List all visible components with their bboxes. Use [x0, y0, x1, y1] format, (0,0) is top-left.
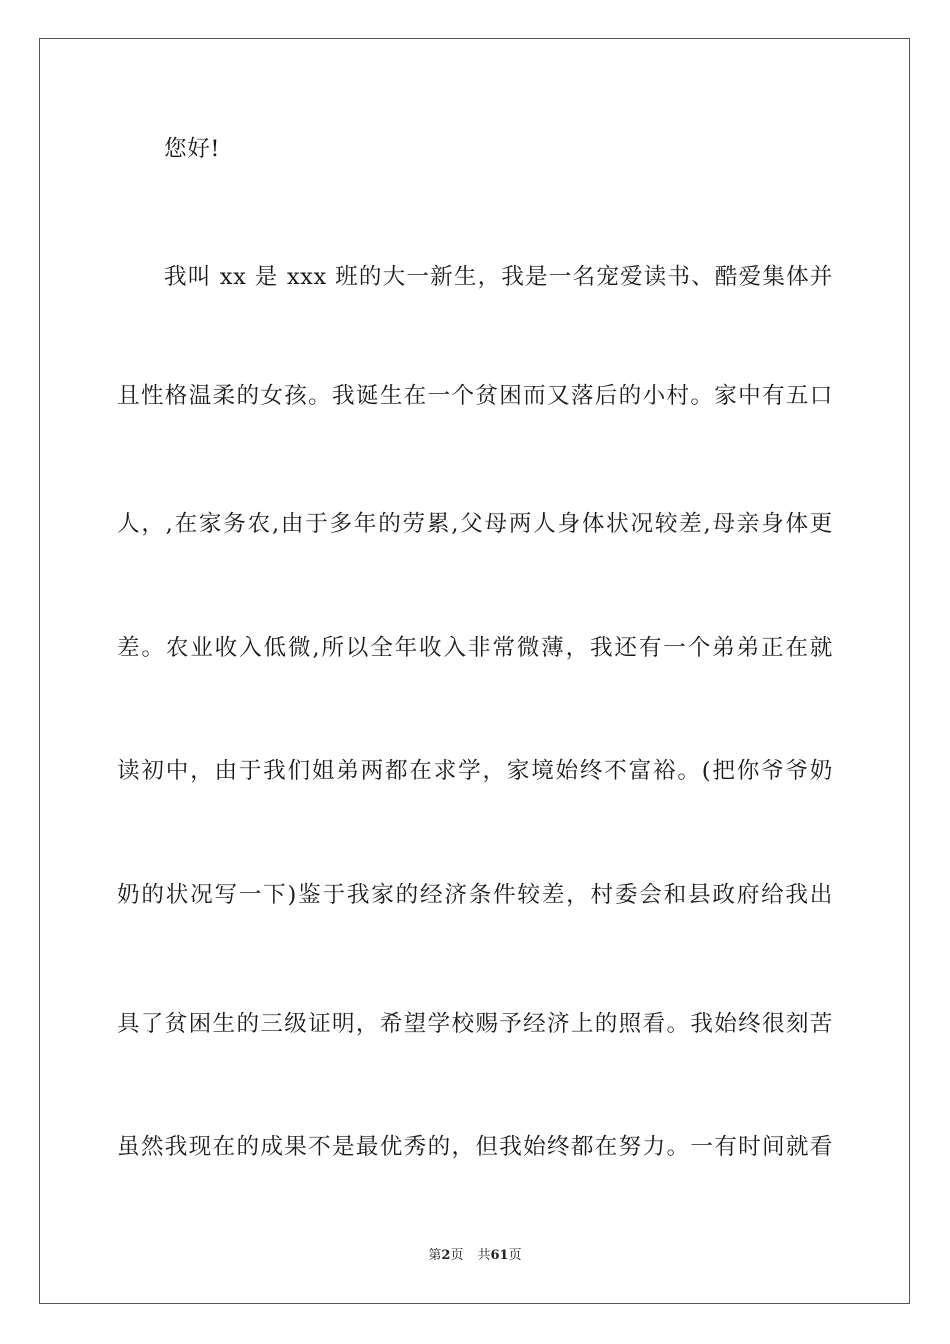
paragraph-line: 奶的状况写一下)鉴于我家的经济条件较差，村委会和县政府给我出 [117, 882, 833, 908]
footer-page-prefix: 第 [428, 1248, 442, 1263]
footer-total-number: 61 [490, 1248, 509, 1263]
footer-page-suffix: 页 [450, 1248, 464, 1263]
paragraph-line: 具了贫困生的三级证明，希望学校赐予经济上的照看。我始终很刻苦 [117, 1011, 833, 1037]
paragraph-line: 人，,在家务农,由于多年的劳累,父母两人身体状况较差,母亲身体更 [117, 511, 833, 537]
footer-page-number: 2 [441, 1248, 451, 1263]
page-footer [0, 1247, 950, 1265]
footer-total-suffix: 页 [508, 1248, 522, 1263]
paragraph-line: 虽然我现在的成果不是最优秀的，但我始终都在努力。一有时间就看 [117, 1134, 833, 1160]
paragraph-line: 我叫 xx 是 xxx 班的大一新生，我是一名宠爱读书、酷爱集体并 [164, 264, 833, 290]
page-frame [39, 38, 910, 1304]
paragraph-line: 差。农业收入低微,所以全年收入非常微薄，我还有一个弟弟正在就 [117, 635, 833, 661]
footer-total-prefix: 共 [477, 1248, 491, 1263]
paragraph-line: 且性格温柔的女孩。我诞生在一个贫困而又落后的小村。家中有五口 [117, 383, 833, 409]
paragraph-line: 读初中，由于我们姐弟两都在求学，家境始终不富裕。(把你爷爷奶 [117, 758, 833, 784]
greeting-line: 您好! [164, 136, 221, 162]
